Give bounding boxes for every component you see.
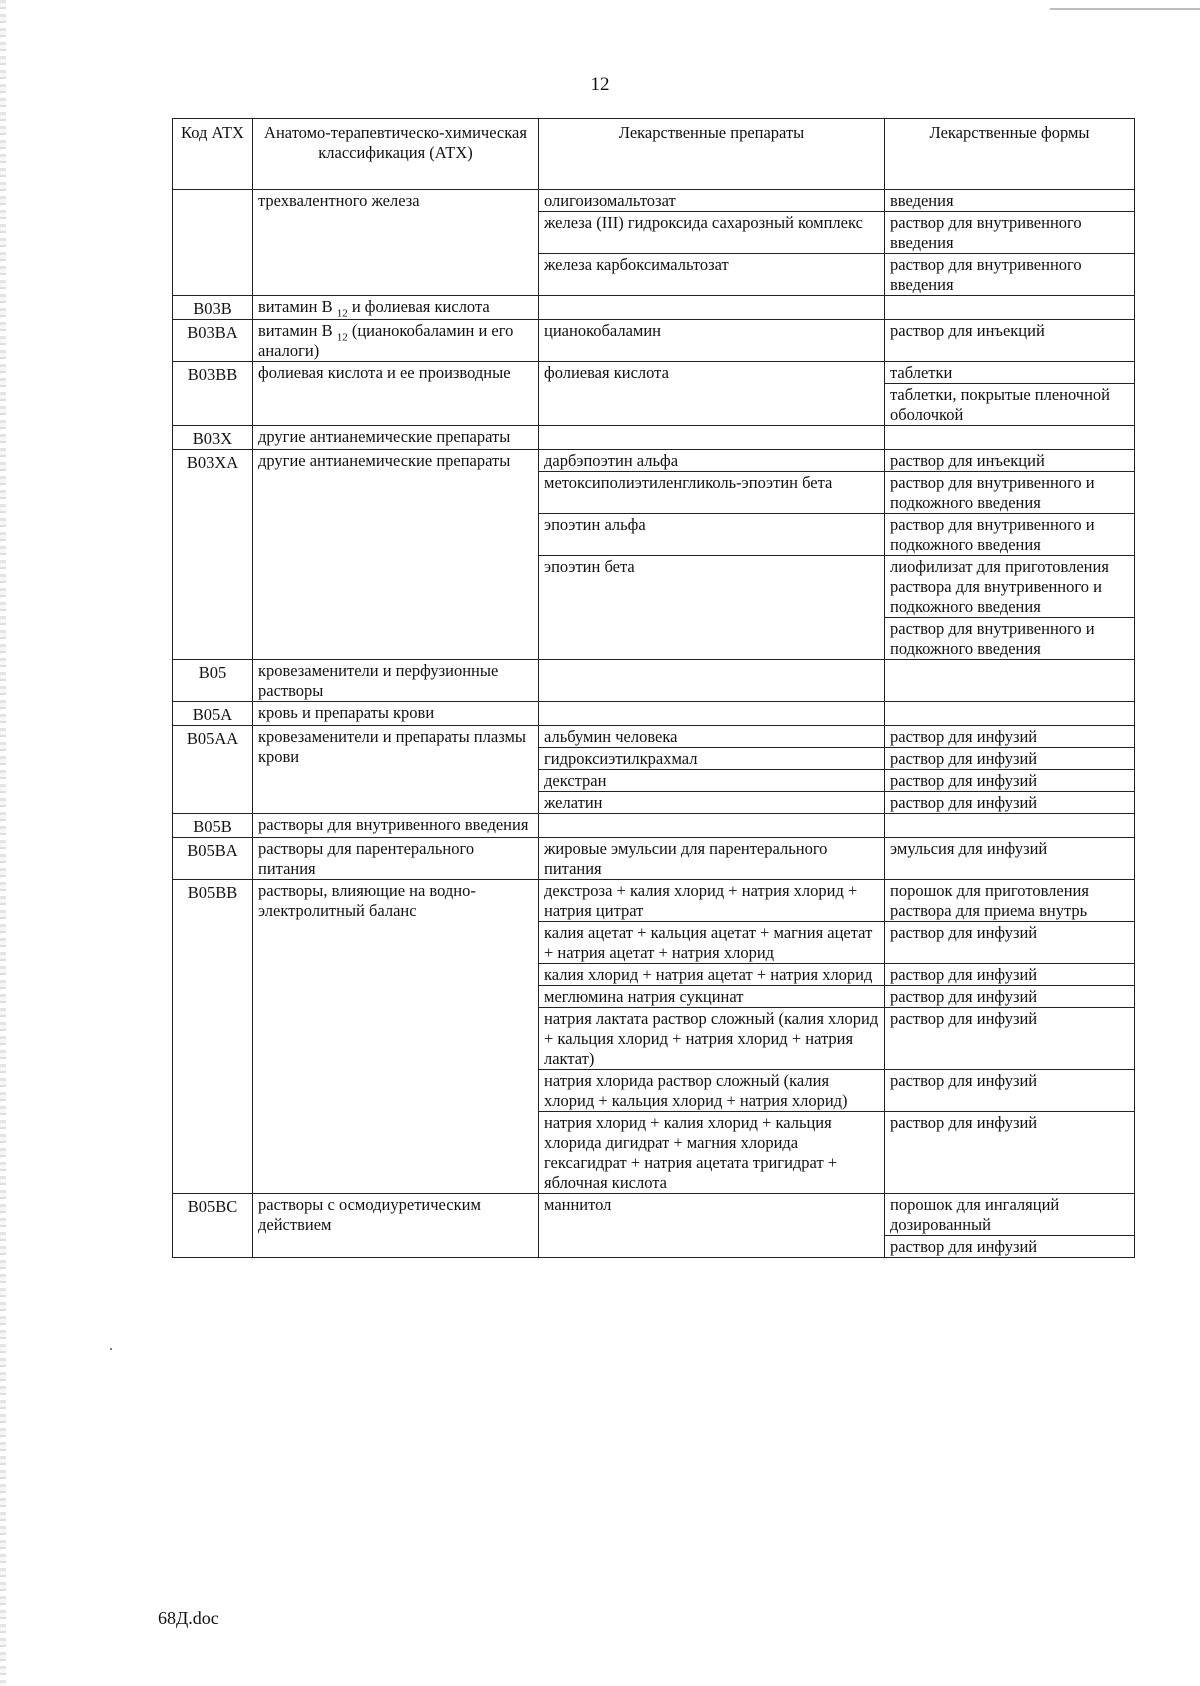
- dosage-form-cell: раствор для инфузий: [885, 964, 1135, 986]
- drug-cell: фолиевая кислота: [539, 362, 885, 426]
- atx-code-cell: B05B: [173, 814, 253, 838]
- table-row: [173, 296, 1135, 320]
- drug-cell: железа (III) гидроксида сахарозный комплекс: [539, 212, 885, 254]
- atx-classification-cell: кровезаменители и перфузионные растворы: [253, 660, 539, 702]
- table-row: [173, 880, 1135, 922]
- atx-classification-cell: растворы для внутривенного введения: [253, 814, 539, 838]
- drug-cell: декстран: [539, 770, 885, 792]
- footer-filename: 68Д.doc: [158, 1608, 219, 1628]
- dosage-form-cell: введения: [885, 190, 1135, 212]
- table-row: [173, 1194, 1135, 1236]
- page-number: 12: [590, 74, 610, 95]
- dosage-form-cell: раствор для инфузий: [885, 748, 1135, 770]
- drug-cell: калия хлорид + натрия ацетат + натрия хлорид: [539, 964, 885, 986]
- table-row: [173, 450, 1135, 472]
- atx-classification-cell: другие антианемические препараты: [253, 450, 539, 660]
- dosage-form-cell: [885, 814, 1135, 838]
- classification-text-rest: (цианокобаламин и его аналоги): [258, 321, 514, 360]
- header-classification: Анатомо-терапевтическо-химическая классификация (АТХ): [253, 119, 539, 190]
- table-row: [173, 362, 1135, 384]
- dosage-form-cell: раствор для инфузий: [885, 1070, 1135, 1112]
- drug-cell: [539, 814, 885, 838]
- drug-cell: декстроза + калия хлорид + натрия хлорид + натрия цитрат: [539, 880, 885, 922]
- atx-classification-cell: кровь и препараты крови: [253, 702, 539, 726]
- dosage-form-cell: таблетки: [885, 362, 1135, 384]
- classification-text: витамин B: [258, 297, 333, 316]
- dosage-form-cell: [885, 702, 1135, 726]
- atx-classification-cell: фолиевая кислота и ее производные: [253, 362, 539, 426]
- table-row: [173, 814, 1135, 838]
- drug-cell: гидроксиэтилкрахмал: [539, 748, 885, 770]
- drug-cell: олигоизомальтозат: [539, 190, 885, 212]
- drug-cell: калия ацетат + кальция ацетат + магния ацетат + натрия ацетат + натрия хлорид: [539, 922, 885, 964]
- atx-code-cell: B05BC: [173, 1194, 253, 1258]
- classification-subscript: 12: [336, 331, 348, 344]
- atx-classification-cell: растворы с осмодиуретическим действием: [253, 1194, 539, 1258]
- dosage-form-cell: раствор для инъекций: [885, 320, 1135, 362]
- dosage-form-cell: раствор для инфузий: [885, 792, 1135, 814]
- atx-code-cell: B05AA: [173, 726, 253, 814]
- dosage-form-cell: эмульсия для инфузий: [885, 838, 1135, 880]
- table-row: [173, 320, 1135, 362]
- scan-dot: [110, 1348, 112, 1350]
- scan-mark: [1050, 8, 1200, 10]
- drug-cell: [539, 702, 885, 726]
- header-code: Код АТХ: [173, 119, 253, 190]
- atx-classification-cell: другие антианемические препараты: [253, 426, 539, 450]
- atx-code-cell: [173, 190, 253, 296]
- drug-cell: натрия лактата раствор сложный (калия хлорид + кальция хлорид + натрия хлорид + натрия лактат): [539, 1008, 885, 1070]
- table-header-row: [173, 119, 1135, 190]
- table-row: [173, 190, 1135, 212]
- drug-cell: желатин: [539, 792, 885, 814]
- dosage-form-cell: порошок для приготовления раствора для приема внутрь: [885, 880, 1135, 922]
- dosage-form-cell: раствор для внутривенного и подкожного введения: [885, 472, 1135, 514]
- dosage-form-cell: раствор для внутривенного введения: [885, 212, 1135, 254]
- atx-classification-cell: [253, 296, 539, 320]
- drug-cell: натрия хлорид + калия хлорид + кальция хлорида дигидрат + магния хлорида гексагидрат + натрия ацетата тригидрат + яблочная кислота: [539, 1112, 885, 1194]
- dosage-form-cell: раствор для внутривенного и подкожного введения: [885, 514, 1135, 556]
- dosage-form-cell: раствор для внутривенного введения: [885, 254, 1135, 296]
- table-row: [173, 426, 1135, 450]
- atx-code-cell: B05BB: [173, 880, 253, 1194]
- atx-code-cell: B03XA: [173, 450, 253, 660]
- atx-classification-cell: [253, 320, 539, 362]
- drug-cell: эпоэтин альфа: [539, 514, 885, 556]
- drug-cell: [539, 660, 885, 702]
- dosage-form-cell: раствор для инъекций: [885, 450, 1135, 472]
- atx-code-cell: B03X: [173, 426, 253, 450]
- drug-cell: натрия хлорида раствор сложный (калия хлорид + кальция хлорид + натрия хлорид): [539, 1070, 885, 1112]
- drug-cell: цианокобаламин: [539, 320, 885, 362]
- atx-code-cell: B05A: [173, 702, 253, 726]
- table-row: [173, 660, 1135, 702]
- dosage-form-cell: раствор для инфузий: [885, 770, 1135, 792]
- header-forms: Лекарственные формы: [885, 119, 1135, 190]
- dosage-form-cell: [885, 660, 1135, 702]
- dosage-form-cell: раствор для инфузий: [885, 1112, 1135, 1194]
- atx-classification-cell: кровезаменители и препараты плазмы крови: [253, 726, 539, 814]
- classification-subscript: 12: [336, 307, 348, 320]
- dosage-form-cell: порошок для ингаляций дозированный: [885, 1194, 1135, 1236]
- drug-cell: маннитол: [539, 1194, 885, 1258]
- dosage-form-cell: раствор для инфузий: [885, 1236, 1135, 1258]
- drug-cell: жировые эмульсии для парентерального питания: [539, 838, 885, 880]
- dosage-form-cell: [885, 296, 1135, 320]
- dosage-form-cell: раствор для инфузий: [885, 726, 1135, 748]
- scan-edge: [0, 0, 6, 1686]
- drug-cell: железа карбоксимальтозат: [539, 254, 885, 296]
- drug-cell: эпоэтин бета: [539, 556, 885, 660]
- header-drugs: Лекарственные препараты: [539, 119, 885, 190]
- atx-code-cell: B03BA: [173, 320, 253, 362]
- dosage-form-cell: раствор для инфузий: [885, 1008, 1135, 1070]
- dosage-form-cell: раствор для инфузий: [885, 986, 1135, 1008]
- atx-table: [172, 118, 1135, 1258]
- atx-classification-cell: трехвалентного железа: [253, 190, 539, 296]
- atx-code-cell: B05BA: [173, 838, 253, 880]
- dosage-form-cell: лиофилизат для приготовления раствора для внутривенного и подкожного введения: [885, 556, 1135, 618]
- drug-cell: [539, 296, 885, 320]
- table-row: [173, 702, 1135, 726]
- table-row: [173, 726, 1135, 748]
- drug-cell: дарбэпоэтин альфа: [539, 450, 885, 472]
- dosage-form-cell: таблетки, покрытые пленочной оболочкой: [885, 384, 1135, 426]
- drug-cell: меглюмина натрия сукцинат: [539, 986, 885, 1008]
- dosage-form-cell: [885, 426, 1135, 450]
- classification-text: витамин B: [258, 321, 333, 340]
- atx-code-cell: B05: [173, 660, 253, 702]
- drug-cell: [539, 426, 885, 450]
- table-row: [173, 838, 1135, 880]
- dosage-form-cell: раствор для внутривенного и подкожного введения: [885, 618, 1135, 660]
- atx-code-cell: B03BB: [173, 362, 253, 426]
- drug-cell: альбумин человека: [539, 726, 885, 748]
- atx-classification-cell: растворы для парентерального питания: [253, 838, 539, 880]
- drug-cell: метоксиполиэтиленгликоль-эпоэтин бета: [539, 472, 885, 514]
- atx-classification-cell: растворы, влияющие на водно-электролитный баланс: [253, 880, 539, 1194]
- classification-text-rest: и фолиевая кислота: [347, 297, 490, 316]
- atx-code-cell: B03B: [173, 296, 253, 320]
- dosage-form-cell: раствор для инфузий: [885, 922, 1135, 964]
